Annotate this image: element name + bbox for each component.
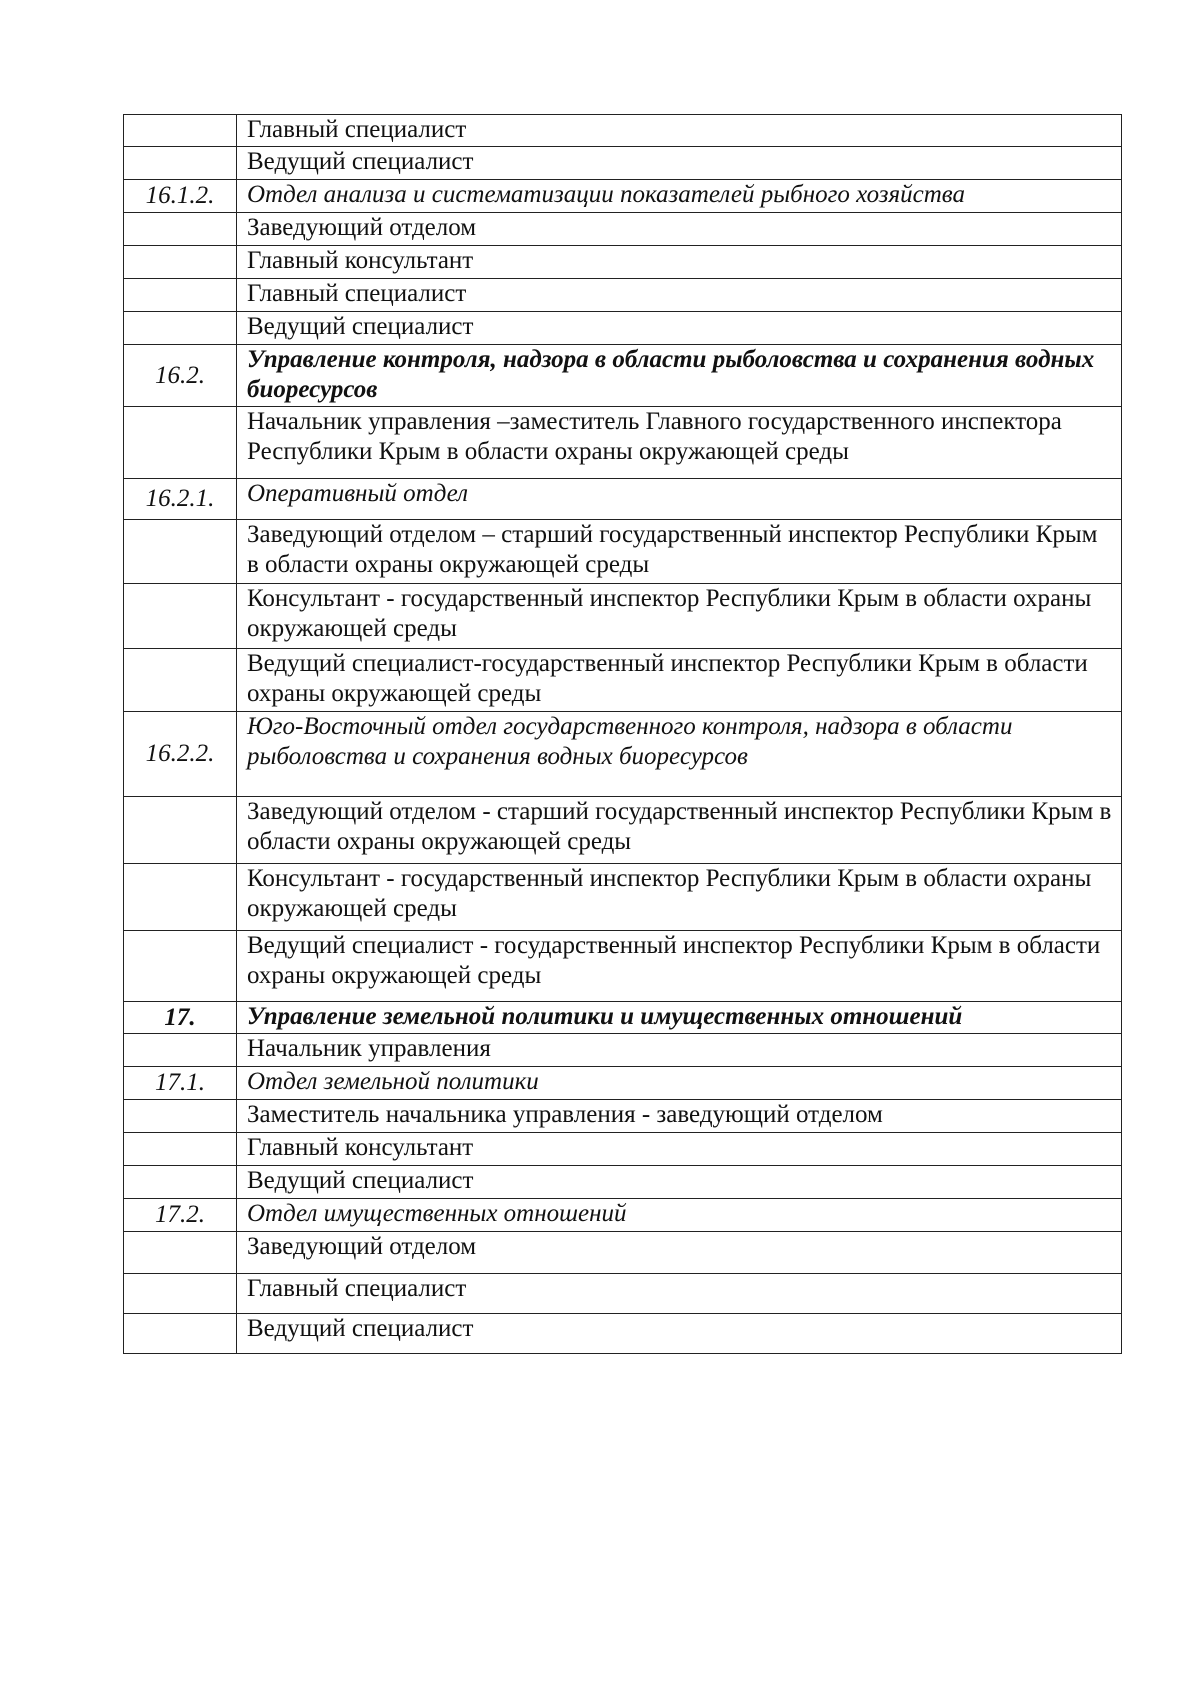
unit-title: Управление земельной политики и имущественных отношений bbox=[237, 1002, 1122, 1034]
department-row bbox=[124, 1002, 1122, 1034]
position-row bbox=[124, 649, 1122, 712]
row-number bbox=[124, 520, 237, 584]
position-row bbox=[124, 864, 1122, 931]
position-row bbox=[124, 115, 1122, 147]
row-number bbox=[124, 1034, 237, 1067]
position-row bbox=[124, 147, 1122, 180]
row-number bbox=[124, 1100, 237, 1133]
position-title: Заместитель начальника управления - заведующий отделом bbox=[237, 1100, 1122, 1133]
table-body bbox=[124, 115, 1122, 1354]
position-row bbox=[124, 1314, 1122, 1354]
row-number bbox=[124, 584, 237, 649]
row-number: 17.1. bbox=[124, 1067, 237, 1100]
position-row bbox=[124, 246, 1122, 279]
position-title: Ведущий специалист bbox=[237, 1166, 1122, 1199]
row-number: 16.1.2. bbox=[124, 180, 237, 213]
position-title: Ведущий специалист bbox=[237, 312, 1122, 345]
unit-title: Отдел земельной политики bbox=[237, 1067, 1122, 1100]
position-title: Начальник управления bbox=[237, 1034, 1122, 1067]
row-number bbox=[124, 1133, 237, 1166]
unit-title: Юго-Восточный отдел государственного контроля, надзора в области рыболовства и сохранения водных биоресурсов bbox=[237, 712, 1122, 797]
row-number: 16.2.2. bbox=[124, 712, 237, 797]
section-row bbox=[124, 479, 1122, 520]
position-title: Начальник управления –заместитель Главного государственного инспектора Республики Крым в области охраны окружающей среды bbox=[237, 407, 1122, 479]
position-row bbox=[124, 279, 1122, 312]
position-title: Заведующий отделом - старший государственный инспектор Республики Крым в области охраны окружающей среды bbox=[237, 797, 1122, 864]
row-number bbox=[124, 115, 237, 147]
position-row bbox=[124, 797, 1122, 864]
position-row bbox=[124, 1274, 1122, 1314]
unit-title: Управление контроля, надзора в области рыболовства и сохранения водных биоресурсов bbox=[237, 345, 1122, 407]
position-row bbox=[124, 1133, 1122, 1166]
row-number bbox=[124, 407, 237, 479]
row-number: 16.2. bbox=[124, 345, 237, 407]
position-row bbox=[124, 407, 1122, 479]
row-number bbox=[124, 931, 237, 1002]
position-title: Главный специалист bbox=[237, 279, 1122, 312]
section-row bbox=[124, 180, 1122, 213]
staff-structure-table bbox=[123, 114, 1122, 1354]
position-title: Заведующий отделом bbox=[237, 1232, 1122, 1274]
position-title: Главный консультант bbox=[237, 1133, 1122, 1166]
position-title: Заведующий отделом bbox=[237, 213, 1122, 246]
position-row bbox=[124, 1232, 1122, 1274]
row-number: 16.2.1. bbox=[124, 479, 237, 520]
position-title: Главный специалист bbox=[237, 115, 1122, 147]
row-number bbox=[124, 213, 237, 246]
row-number bbox=[124, 1314, 237, 1354]
position-title: Главный консультант bbox=[237, 246, 1122, 279]
unit-title: Отдел имущественных отношений bbox=[237, 1199, 1122, 1232]
row-number bbox=[124, 1232, 237, 1274]
section-row bbox=[124, 712, 1122, 797]
row-number bbox=[124, 246, 237, 279]
position-title: Ведущий специалист-государственный инспектор Республики Крым в области охраны окружающей среды bbox=[237, 649, 1122, 712]
position-row bbox=[124, 213, 1122, 246]
section-row bbox=[124, 1067, 1122, 1100]
row-number bbox=[124, 1274, 237, 1314]
row-number: 17. bbox=[124, 1002, 237, 1034]
position-row bbox=[124, 520, 1122, 584]
position-title: Главный специалист bbox=[237, 1274, 1122, 1314]
row-number bbox=[124, 864, 237, 931]
position-title: Ведущий специалист - государственный инспектор Республики Крым в области охраны окружающей среды bbox=[237, 931, 1122, 1002]
row-number bbox=[124, 1166, 237, 1199]
position-title: Консультант - государственный инспектор Республики Крым в области охраны окружающей среды bbox=[237, 864, 1122, 931]
section-row bbox=[124, 1199, 1122, 1232]
position-title: Заведующий отделом – старший государственный инспектор Республики Крым в области охраны окружающей среды bbox=[237, 520, 1122, 584]
row-number bbox=[124, 279, 237, 312]
position-row bbox=[124, 931, 1122, 1002]
row-number bbox=[124, 147, 237, 180]
position-title: Ведущий специалист bbox=[237, 1314, 1122, 1354]
position-row bbox=[124, 1166, 1122, 1199]
position-title: Ведущий специалист bbox=[237, 147, 1122, 180]
position-row bbox=[124, 1034, 1122, 1067]
unit-title: Оперативный отдел bbox=[237, 479, 1122, 520]
position-row bbox=[124, 1100, 1122, 1133]
row-number: 17.2. bbox=[124, 1199, 237, 1232]
department-row bbox=[124, 345, 1122, 407]
position-row bbox=[124, 312, 1122, 345]
row-number bbox=[124, 312, 237, 345]
position-title: Консультант - государственный инспектор Республики Крым в области охраны окружающей среды bbox=[237, 584, 1122, 649]
unit-title: Отдел анализа и систематизации показателей рыбного хозяйства bbox=[237, 180, 1122, 213]
position-row bbox=[124, 584, 1122, 649]
row-number bbox=[124, 797, 237, 864]
row-number bbox=[124, 649, 237, 712]
